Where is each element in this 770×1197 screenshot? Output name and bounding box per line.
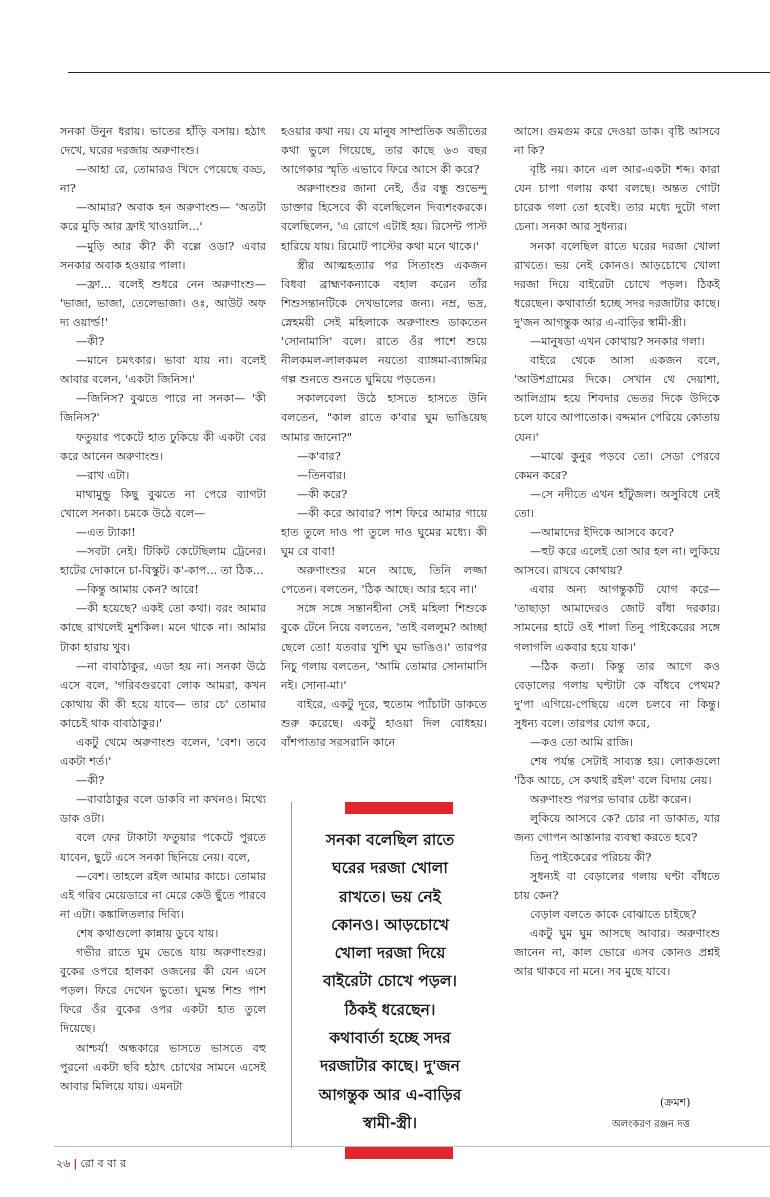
pull-quote [291, 802, 489, 1159]
pull-quote-bottom-bar [345, 1147, 453, 1159]
text-column-2 [281, 122, 487, 752]
pull-quote-line: ঘরের দরজা খোলা [332, 859, 448, 878]
paragraph: শেষ পর্যন্ত সেটাই সাব্যস্ত হয়। লোকগুলো 'ঠিক আচে, সে কথাই রইল' বলে বিদায় নেয়। [514, 755, 720, 788]
text-column-1 [60, 122, 266, 1096]
magazine-name: রো ব বা র [80, 1157, 127, 1170]
paragraph: —কী? [76, 335, 105, 349]
paragraph: বাইরে থেকে আসা একজন বলে, 'আউশগ্রামের দিকে। সেখান থে দেয়াশা, আলিগ্রাম হয়ে শিবদার ভেতর দিকে উদিকে চলে যাবে আপাতোক। বদ্দমান পেরিয়ে কোতায় যেন।' [514, 354, 720, 444]
paragraph: সকালবেলা উঠে হাসতে হাসতে উনি বলতেন, "কাল রাতে ক'বার ঘুম ভাঙিয়েছ আমার জানো?" [281, 392, 487, 444]
paragraph: সনকা বলেছিল রাতে ঘরের দরজা খোলা রাখতে। ভয় নেই কোনও। আড়চোখে খোলা দরজা দিয়ে বাইরেটা চোখে পড়ল। ঠিকই ধরেছেন। কথাবার্তা হচ্ছে সদর দরজাটার কাছে। দু'জন আগন্তুক আর এ-বাড়ির স্বামী-স্ত্রী। [514, 239, 720, 329]
folio [56, 1155, 126, 1174]
pull-quote-line: দরজাটার কাছে। দু'জন [320, 1057, 460, 1076]
paragraph: —তিনবার। [297, 468, 347, 482]
paragraph: —কও তো আমি রাজি। [530, 736, 634, 749]
paragraph: বৃষ্টি নয়। কানে এল আর-একটা শব্দ। কারা যেন চাপা গলায় কথা বলছে। অন্তত গোটা চারেক গলা তো হবেই। তার মধ্যে দুটো গলা চেনা। সনকা আর সুধন্যর। [514, 163, 720, 234]
paragraph: —কিন্তু আমায় কেন? আরে! [76, 583, 199, 597]
paragraph: হওয়ার কথা নয়। যে মানুষ সাম্প্রতিক অতীতের কথা ভুলে গিয়েছে, তার কাছে ৬৩ বছর আগেকার স্মৃতি এভাবে ফিরে আসে কী করে? [281, 125, 487, 177]
paragraph: —হুট করে এলেই তো আর হল না। লুকিয়ে আসবে। রাখবে কোথায়? [514, 545, 720, 578]
paragraph: —কী? [76, 774, 105, 788]
paragraph: —ফ্রা... বলেই শুধরে নেন অরুণাংশু— 'ভাজা, ভাজা, তেলেভাজা। ওঃ, আউট অফ দ্য ওয়ার্ল্ড!' [60, 277, 266, 329]
paragraph: —মানে চমৎকার। ভাবা যায় না। বলেই আবার বলেন, 'একটা জিনিস।' [60, 354, 266, 387]
paragraph: অরুণাংশুর জানা নেই, ওঁর বন্ধু শুভেন্দু ডাক্তার হিসেবে কী বলেছিলেন দিব্যশংকরকে। বলেছিলেন, 'এ রোগে এটাই হয়। রিসেন্ট পাস্ট হারিয়ে যায়। রিমোট পাস্টের কথা মনে থাকে।' [281, 182, 487, 253]
illustration-credit: অলংকরণ রঞ্জন দত্ত [612, 1119, 690, 1130]
pull-quote-line: আগন্তুক আর এ-বাড়ির [318, 1085, 462, 1104]
pull-quote-divider [291, 802, 292, 1148]
pull-quote-line: রাখতে। ভয় নেই [339, 887, 441, 906]
paragraph: —না বাবাঠাকুর, এডা হয় না। সনকা উঠে এসে বলে, 'গরিবগুরবো লোক আমরা, কখন কোথায় কী কী হয়ে যাবে— তার চে' তোমার কাচেই থাক বাবাঠাকুর।' [60, 659, 266, 730]
paragraph: শেষ কথাগুলো কান্নায় ডুবে যায়। [76, 926, 219, 940]
pull-quote-line: বাইরেটা চোখে পড়ল। [323, 972, 457, 991]
paragraph: —মুড়ি আর কী? কী বল্লে ওডা? এবার সনকার অবাক হওয়ার পালা। [60, 239, 266, 272]
paragraph: আশ্চর্য! অন্ধকারে ভাসতে ভাসতে বহু পুরনো একটা ছবি হঠাৎ চোখের সামনে এসেই আবার মিলিয়ে যায়। এমনটা [60, 1041, 266, 1093]
continued-note: (ক্রমশ) [660, 1096, 691, 1109]
paragraph: বাইরে, একটু দূরে, হুতোম প্যাঁচাটা ডাকতে শুরু করেছে। একটু হাওয়া দিল বোধহয়। বাঁশপাতার সরসরানি কানে [281, 697, 487, 749]
pull-quote-line: খোলা দরজা দিয়ে [334, 944, 446, 963]
paragraph: —সে নদীতে এখন হাঁটুজল। অসুবিধে নেই তো। [514, 487, 720, 520]
paragraph: —কী করে আবার? পাশ ফিরে আমার গায়ে হাত তুলে দাও পা তুলে দাও ঘুমের মধ্যে। কী ঘুম রে বাবা! [281, 506, 487, 559]
paragraph: সনকা উনুন ধরায়। ভাতের হাঁড়ি বসায়। হঠাৎ দেখে, ঘরের দরজায় অরুণাংশু। [60, 125, 266, 158]
paragraph: —জিনিস? বুঝতে পারে না সনকা— 'কী জিনিস?' [60, 392, 266, 425]
paragraph: মাথামুন্ডু কিছু বুঝতে না পেরে ব্যাগটা খোলে সনকা। চমকে উঠে বলে— [60, 487, 266, 520]
paragraph: তিনু পাইকেরের পরিচয় কী? [530, 850, 652, 864]
paragraph: এবার অন্য আগন্তুকটি যোগ করে— 'তাছাড়া আমাদেরও জোট বাঁধা দরকার। সামনের হাটে ওই শালা তিনু পাইকেরের সঙ্গে গলাগলি একবার হয়ে যাক।' [514, 583, 720, 654]
paragraph: সঙ্গে সঙ্গে সন্তানহীনা সেই মহিলা শিশুকে বুকে টেনে নিয়ে বলতেন, 'তাই বললুম? আচ্ছা ছেলে তো! যতবার খুশি ঘুম ভাঙিও।' তারপর নিচু গলায় বলতেন, 'আমি তোমার সোনামাসি নই। সোনা-মা।' [281, 602, 487, 692]
paragraph: গভীর রাতে ঘুম ভেঙে যায় অরুণাংশুর। বুকের ওপরে হালকা ওজনের কী যেন এসে পড়ল। ফিরে দেখেন ভুতো। ঘুমন্ত শিশু পাশ ফিরে ওঁর বুকের ওপর একটা হাত তুলে দিয়েছে। [60, 946, 266, 1036]
paragraph: স্ত্রীর আত্মহত্যার পর সিতাংশু একজন বিধবা ব্রাহ্মণকন্যাকে বহাল করেন তাঁর শিশুসন্তানটিকে দেখভালের জন্য। নম্র, ভদ্র, স্নেহময়ী সেই মহিলাকে অরুণাংশু ডাকতেন 'সোনামাসি' বলে। রাতে ওঁর পাশে শুয়ে নীলকমল-লালকমল নয়তো ব্যাঙ্গমা-ব্যাঙ্গমির গল্প শুনতে শুনতে ঘুমিয়ে পড়তেন। [281, 258, 487, 387]
paragraph: একটু থেমে অরুণাংশু বলেন, 'বেশ। তবে একটা শর্ত।' [60, 736, 266, 769]
paragraph: সুধন্যই বা বেড়ালের গলায় ঘণ্টা বাঁধতে চায় কেন? [514, 869, 720, 902]
footer-rule [54, 1146, 770, 1147]
text-column-3 [514, 122, 720, 981]
paragraph: ফতুয়ার পকেটে হাত ঢুকিয়ে কী একটা বের করে আনেন অরুণাংশু। [60, 430, 266, 463]
folio-separator: | [73, 1157, 78, 1170]
pull-quote-line: কোনও। আড়চোখে [331, 915, 449, 934]
pull-quote-line: স্বামী-স্ত্রী। [362, 1113, 418, 1132]
paragraph: বেড়াল বলতে কাকে বোঝাতে চাইছে? [530, 907, 697, 921]
paragraph: একটু ঘুম ঘুম আসছে আবার। অরুণাংশু জানেন না, কাল ভোরে এসব কোনও প্রশ্নই আর থাকবে না মনে। সব মুছে যাবে। [514, 926, 720, 979]
paragraph: —এত ট্যাকা! [76, 525, 136, 539]
paragraph: —কী হয়েছে? একই তো কথা। বরং আমার কাছে রাখলেই মুশকিল। মনে থাকে না। আমার টাকা হারায় খুব। [60, 602, 266, 654]
pull-quote-text [291, 826, 489, 1137]
pull-quote-line: সনকা বলেছিল রাতে [325, 831, 455, 849]
paragraph: —আমার? অবাক হন অরুণাংশু— 'অতটা করে মুড়ি আর ফ্রাই খাওয়ালি...' [60, 201, 266, 234]
page-number: ২৬ [56, 1157, 71, 1170]
paragraph: অরুণাংশুর মনে আছে, তিনি লজ্জা পেতেন। বলতেন, 'ঠিক আছে। আর হবে না।' [281, 564, 487, 597]
pull-quote-line: ঠিকই ধরেছেন। [344, 1000, 436, 1019]
paragraph: —আহা রে, তোমারও খিদে পেয়েছে বড্ড, না? [60, 163, 266, 196]
pull-quote-line: কথাবার্তা হচ্ছে সদর [329, 1029, 451, 1048]
paragraph: —আমাদের ইদিকে আসবে কবে? [530, 525, 674, 539]
pull-quote-top-bar [345, 802, 453, 814]
paragraph: লুকিয়ে আসবে কে? চোর না ডাকাত, যার জন্য গোপন আস্তানার ব্যবস্থা করতে হবে? [514, 812, 720, 845]
paragraph: —ক'বার? [297, 449, 341, 463]
paragraph: —ঠিক কতা। কিন্তু তার আগে কও বেড়ালের গলায় ঘণ্টাটা কে বাঁধবে পেথম? দু'পা এগিয়ে-পেছিয়ে এলে চলবে না কিন্তু। সুধন্য বলে। তারপর যোগ করে, [514, 659, 720, 730]
paragraph: অরুণাংশু পরপর ভাবার চেষ্টা করেন। [530, 793, 692, 807]
paragraph: —রাখ এটা। [76, 468, 130, 482]
paragraph: —বেশ। তাহলে রইল আমার কাচে। তোমার এই গরিব মেয়েডারে না মেরে কেউ ছুঁতে পারবে না এটা। কঙ্কালিতলার দিব্যি। [60, 869, 266, 921]
paragraph: —কী করে? [297, 487, 348, 501]
paragraph: —সবটা নেই। টিকিট কেটেছিলাম ট্রেনের। হাটের দোকানে চা-বিস্কুট। ক'-কাপ... তা ঠিক... [60, 545, 266, 578]
paragraph: বলে ফের টাকাটা ফতুয়ার পকেটে পুরতে যাবেন, ছুটে এসে সনকা ছিনিয়ে নেয়। বলে, [60, 831, 266, 864]
paragraph: —মাঝে কুনুর পড়বে তো। সেডা পেরবে কেমন করে? [514, 449, 720, 482]
paragraph: —বাবাঠাকুর বলে ডাকবি না কখনও। মিথ্যে ডাক ওটা। [60, 793, 266, 826]
paragraph: —মানুষডা এখন কোথায়? সনকার গলা। [530, 335, 705, 349]
paragraph: আসে। গুমগুম করে দেওয়া ডাক। বৃষ্টি আসবে না কি? [514, 125, 720, 158]
top-rule [68, 72, 770, 73]
